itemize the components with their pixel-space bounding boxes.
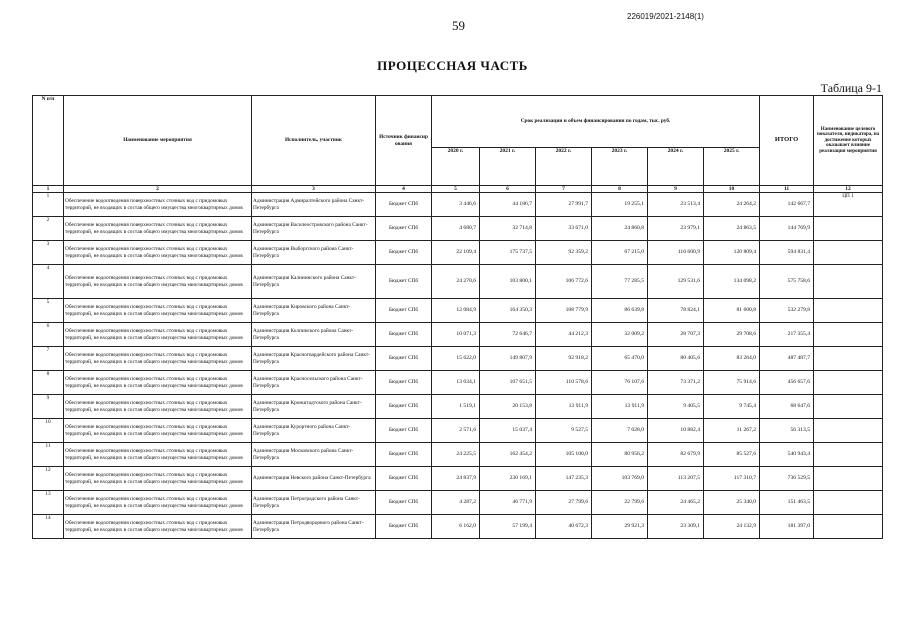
row-value-2024: 23 309,1	[648, 515, 704, 539]
row-source: Бюджет СПб	[376, 443, 432, 467]
row-indicator	[814, 371, 883, 395]
row-value-2022: 92 918,2	[536, 347, 592, 371]
row-source: Бюджет СПб	[376, 491, 432, 515]
row-value-2021: 46 771,9	[480, 491, 536, 515]
row-value-2020: 4 287,2	[432, 491, 480, 515]
row-name: Обеспечение водоотведения поверхностных сточных вод с придомовых территорий, не входящих в состав общего имущества многоквартирных домов	[64, 193, 252, 217]
row-executor: Администрация Красногвардейского района Санкт-Петербурга	[252, 347, 376, 371]
row-value-2022: 40 672,3	[536, 515, 592, 539]
row-value-2021: 20 153,8	[480, 395, 536, 419]
row-name: Обеспечение водоотведения поверхностных сточных вод с придомовых территорий, не входящих в состав общего имущества многоквартирных домов	[64, 217, 252, 241]
row-name: Обеспечение водоотведения поверхностных сточных вод с придомовых территорий, не входящих в состав общего имущества многоквартирных домов	[64, 467, 252, 491]
row-indicator	[814, 241, 883, 265]
row-source: Бюджет СПб	[376, 371, 432, 395]
column-number: 9	[648, 186, 704, 193]
row-num: 4	[33, 265, 64, 299]
row-value-2025: 75 914,6	[704, 371, 760, 395]
row-value-2023: 24 860,8	[592, 217, 648, 241]
row-value-2021: 72 646,7	[480, 323, 536, 347]
row-name: Обеспечение водоотведения поверхностных сточных вод с придомовых территорий, не входящих в состав общего имущества многоквартирных домов	[64, 241, 252, 265]
row-executor: Администрация Калининского района Санкт-Петербурга	[252, 265, 376, 299]
row-name: Обеспечение водоотведения поверхностных сточных вод с придомовых территорий, не входящих в состав общего имущества многоквартирных домов	[64, 491, 252, 515]
header-year-2024: 2024 г.	[648, 148, 704, 186]
row-value-2023: 29 921,3	[592, 515, 648, 539]
row-value-2022: 27 991,7	[536, 193, 592, 217]
table-row	[33, 443, 883, 467]
row-value-2020: 13 034,1	[432, 371, 480, 395]
table-row	[33, 491, 883, 515]
row-value-2024: 82 679,9	[648, 443, 704, 467]
row-value-2023: 67 215,0	[592, 241, 648, 265]
header-year-2020: 2020 г.	[432, 148, 480, 186]
row-value-2021: 32 714,8	[480, 217, 536, 241]
row-value-2020: 24 225,5	[432, 443, 480, 467]
row-total: 594 831,4	[760, 241, 814, 265]
row-value-2025: 29 708,6	[704, 323, 760, 347]
row-value-2021: 230 169,1	[480, 467, 536, 491]
row-name: Обеспечение водоотведения поверхностных сточных вод с придомовых территорий, не входящих в состав общего имущества многоквартирных домов	[64, 515, 252, 539]
row-indicator	[814, 395, 883, 419]
table-row	[33, 347, 883, 371]
row-value-2022: 92 359,2	[536, 241, 592, 265]
table-row	[33, 419, 883, 443]
row-value-2024: 73 371,2	[648, 371, 704, 395]
row-value-2020: 24 270,6	[432, 265, 480, 299]
row-total: 142 667,7	[760, 193, 814, 217]
row-source: Бюджет СПб	[376, 241, 432, 265]
row-value-2025: 81 600,8	[704, 299, 760, 323]
row-value-2024: 24 465,2	[648, 491, 704, 515]
row-value-2025: 85 527,6	[704, 443, 760, 467]
row-value-2023: 86 639,8	[592, 299, 648, 323]
row-value-2021: 57 199,4	[480, 515, 536, 539]
header-period: Срок реализации и объем финансирования по годам, тыс. руб.	[432, 96, 760, 148]
row-value-2020: 4 680,7	[432, 217, 480, 241]
table-row	[33, 265, 883, 299]
row-indicator	[814, 323, 883, 347]
row-executor: Администрация Кронштадтского района Санкт-Петербурга	[252, 395, 376, 419]
row-total: 68 647,6	[760, 395, 814, 419]
column-number: 7	[536, 186, 592, 193]
row-value-2025: 24 132,9	[704, 515, 760, 539]
column-number: 12	[814, 186, 883, 193]
row-indicator	[814, 443, 883, 467]
row-executor: Администрация Кировского района Санкт-Петербурга	[252, 299, 376, 323]
row-indicator	[814, 299, 883, 323]
column-number: 1	[33, 186, 64, 193]
row-num: 5	[33, 299, 64, 323]
document-number: 226019/2021-2148(1)	[627, 12, 704, 21]
column-number: 3	[252, 186, 376, 193]
row-num: 1	[33, 193, 64, 217]
table-row	[33, 217, 883, 241]
row-name: Обеспечение водоотведения поверхностных сточных вод с придомовых территорий, не входящих в состав общего имущества многоквартирных домов	[64, 395, 252, 419]
row-value-2025: 134 098,2	[704, 265, 760, 299]
row-value-2025: 83 264,0	[704, 347, 760, 371]
row-name: Обеспечение водоотведения поверхностных сточных вод с придомовых территорий, не входящих в состав общего имущества многоквартирных домов	[64, 347, 252, 371]
row-value-2024: 80 405,6	[648, 347, 704, 371]
row-name: Обеспечение водоотведения поверхностных сточных вод с придомовых территорий, не входящих в состав общего имущества многоквартирных домов	[64, 265, 252, 299]
page-title: ПРОЦЕССНАЯ ЧАСТЬ	[377, 58, 528, 73]
header-name: Наименование мероприятия	[64, 96, 252, 186]
row-num: 6	[33, 323, 64, 347]
row-num: 11	[33, 443, 64, 467]
row-value-2020: 15 622,0	[432, 347, 480, 371]
row-value-2023: 32 009,2	[592, 323, 648, 347]
header-source: Источник финансир ования	[376, 96, 432, 186]
row-value-2023: 77 285,5	[592, 265, 648, 299]
row-value-2025: 120 809,4	[704, 241, 760, 265]
row-value-2024: 23 513,4	[648, 193, 704, 217]
row-value-2025: 9 745,4	[704, 395, 760, 419]
row-value-2021: 103 800,1	[480, 265, 536, 299]
table-row	[33, 371, 883, 395]
row-value-2024: 23 979,1	[648, 217, 704, 241]
row-value-2022: 44 212,3	[536, 323, 592, 347]
row-total: 181 397,0	[760, 515, 814, 539]
column-number: 6	[480, 186, 536, 193]
row-value-2023: 76 107,6	[592, 371, 648, 395]
row-value-2023: 65 470,0	[592, 347, 648, 371]
row-executor: Администрация Выборгского района Санкт-Петербурга	[252, 241, 376, 265]
row-name: Обеспечение водоотведения поверхностных сточных вод с придомовых территорий, не входящих в состав общего имущества многоквартирных домов	[64, 299, 252, 323]
row-num: 14	[33, 515, 64, 539]
row-indicator	[814, 491, 883, 515]
row-value-2023: 19 255,1	[592, 193, 648, 217]
row-indicator	[814, 467, 883, 491]
header-year-2022: 2022 г.	[536, 148, 592, 186]
row-source: Бюджет СПб	[376, 515, 432, 539]
header-executor: Исполнитель, участник	[252, 96, 376, 186]
row-total: 144 769,9	[760, 217, 814, 241]
row-total: 56 313,5	[760, 419, 814, 443]
page-number: 59	[452, 18, 465, 33]
row-source: Бюджет СПб	[376, 217, 432, 241]
row-value-2024: 10 882,4	[648, 419, 704, 443]
row-source: Бюджет СПб	[376, 467, 432, 491]
row-total: 456 657,6	[760, 371, 814, 395]
column-number: 11	[760, 186, 814, 193]
row-value-2021: 149 807,9	[480, 347, 536, 371]
row-indicator	[814, 419, 883, 443]
row-value-2022: 147 235,3	[536, 467, 592, 491]
row-name: Обеспечение водоотведения поверхностных сточных вод с придомовых территорий, не входящих в состав общего имущества многоквартирных домов	[64, 443, 252, 467]
row-num: 12	[33, 467, 64, 491]
row-total: 736 529,5	[760, 467, 814, 491]
row-total: 487 487,7	[760, 347, 814, 371]
table-label: Таблица 9-1	[820, 81, 882, 95]
table-row	[33, 299, 883, 323]
row-num: 7	[33, 347, 64, 371]
row-name: Обеспечение водоотведения поверхностных сточных вод с придомовых территорий, не входящих в состав общего имущества многоквартирных домов	[64, 371, 252, 395]
row-num: 3	[33, 241, 64, 265]
header-total: ИТОГО	[760, 96, 814, 186]
row-indicator: ЦП 1	[814, 193, 883, 217]
row-executor: Администрация Курортного района Санкт-Петербурга	[252, 419, 376, 443]
row-value-2021: 107 651,5	[480, 371, 536, 395]
row-value-2020: 12 084,9	[432, 299, 480, 323]
row-value-2025: 24 264,2	[704, 193, 760, 217]
financing-table	[32, 95, 883, 539]
row-value-2021: 44 186,7	[480, 193, 536, 217]
row-value-2022: 106 772,6	[536, 265, 592, 299]
table-row	[33, 395, 883, 419]
row-value-2020: 22 109,4	[432, 241, 480, 265]
row-value-2021: 175 737,5	[480, 241, 536, 265]
row-value-2022: 108 779,9	[536, 299, 592, 323]
row-value-2022: 105 100,0	[536, 443, 592, 467]
row-source: Бюджет СПб	[376, 419, 432, 443]
header-year-2023: 2023 г.	[592, 148, 648, 186]
row-source: Бюджет СПб	[376, 323, 432, 347]
row-num: 9	[33, 395, 64, 419]
row-value-2022: 27 799,6	[536, 491, 592, 515]
row-executor: Администрация Василеостровского района Санкт-Петербурга	[252, 217, 376, 241]
row-value-2024: 129 531,6	[648, 265, 704, 299]
table-row	[33, 515, 883, 539]
row-value-2020: 1 519,1	[432, 395, 480, 419]
header-year-2025: 2025 г.	[704, 148, 760, 186]
row-value-2023: 7 028,0	[592, 419, 648, 443]
row-value-2023: 80 956,2	[592, 443, 648, 467]
row-indicator	[814, 265, 883, 299]
row-executor: Администрация Петродворцового района Санкт-Петербурга	[252, 515, 376, 539]
row-executor: Администрация Колпинского района Санкт-Петербурга	[252, 323, 376, 347]
column-number: 8	[592, 186, 648, 193]
row-num: 10	[33, 419, 64, 443]
row-value-2024: 9 405,5	[648, 395, 704, 419]
header-num: N п/п	[33, 96, 64, 186]
row-num: 13	[33, 491, 64, 515]
row-source: Бюджет СПб	[376, 347, 432, 371]
row-source: Бюджет СПб	[376, 265, 432, 299]
row-value-2022: 9 527,5	[536, 419, 592, 443]
row-total: 540 943,4	[760, 443, 814, 467]
row-value-2023: 22 799,6	[592, 491, 648, 515]
row-name: Обеспечение водоотведения поверхностных сточных вод с придомовых территорий, не входящих в состав общего имущества многоквартирных домов	[64, 419, 252, 443]
row-value-2021: 164 350,3	[480, 299, 536, 323]
header-indicator: Наименование целевого показателя, индикатора, на достижение которых оказывает влияние реализация мероприятия	[814, 96, 883, 186]
row-value-2023: 13 911,9	[592, 395, 648, 419]
row-value-2024: 78 824,1	[648, 299, 704, 323]
table-row	[33, 241, 883, 265]
row-executor: Администрация Красносельского района Санкт-Петербурга	[252, 371, 376, 395]
column-number: 2	[64, 186, 252, 193]
row-value-2020: 2 571,6	[432, 419, 480, 443]
row-value-2024: 28 707,3	[648, 323, 704, 347]
row-value-2024: 116 600,9	[648, 241, 704, 265]
row-value-2021: 15 037,4	[480, 419, 536, 443]
row-value-2020: 6 162,0	[432, 515, 480, 539]
row-value-2025: 117 310,7	[704, 467, 760, 491]
row-value-2022: 110 578,6	[536, 371, 592, 395]
column-numbers-row	[33, 186, 883, 193]
row-executor: Администрация Адмиралтейского района Санкт-Петербурга	[252, 193, 376, 217]
row-value-2020: 3 446,6	[432, 193, 480, 217]
column-number: 4	[376, 186, 432, 193]
row-name: Обеспечение водоотведения поверхностных сточных вод с придомовых территорий, не входящих в состав общего имущества многоквартирных домов	[64, 323, 252, 347]
row-source: Бюджет СПб	[376, 299, 432, 323]
row-executor: Администрация Московского района Санкт-Петербурга	[252, 443, 376, 467]
row-value-2024: 113 207,5	[648, 467, 704, 491]
row-source: Бюджет СПб	[376, 193, 432, 217]
table-row	[33, 193, 883, 217]
row-num: 2	[33, 217, 64, 241]
row-value-2021: 162 454,2	[480, 443, 536, 467]
column-number: 10	[704, 186, 760, 193]
row-value-2020: 24 837,9	[432, 467, 480, 491]
row-indicator	[814, 217, 883, 241]
header-year-2021: 2021 г.	[480, 148, 536, 186]
row-total: 575 758,6	[760, 265, 814, 299]
row-source: Бюджет СПб	[376, 395, 432, 419]
column-number: 5	[432, 186, 480, 193]
row-executor: Администрация Петроградского района Санкт-Петербурга	[252, 491, 376, 515]
row-value-2025: 24 863,5	[704, 217, 760, 241]
row-value-2025: 11 267,2	[704, 419, 760, 443]
row-num: 8	[33, 371, 64, 395]
row-value-2025: 25 340,0	[704, 491, 760, 515]
row-value-2023: 103 769,0	[592, 467, 648, 491]
row-total: 532 279,8	[760, 299, 814, 323]
row-value-2022: 13 911,9	[536, 395, 592, 419]
row-indicator	[814, 515, 883, 539]
row-total: 217 355,4	[760, 323, 814, 347]
row-indicator	[814, 347, 883, 371]
row-total: 151 463,5	[760, 491, 814, 515]
table-row	[33, 323, 883, 347]
row-value-2020: 10 071,3	[432, 323, 480, 347]
row-value-2022: 33 671,0	[536, 217, 592, 241]
row-executor: Администрация Невского района Санкт-Петербурга	[252, 467, 376, 491]
table-row	[33, 467, 883, 491]
